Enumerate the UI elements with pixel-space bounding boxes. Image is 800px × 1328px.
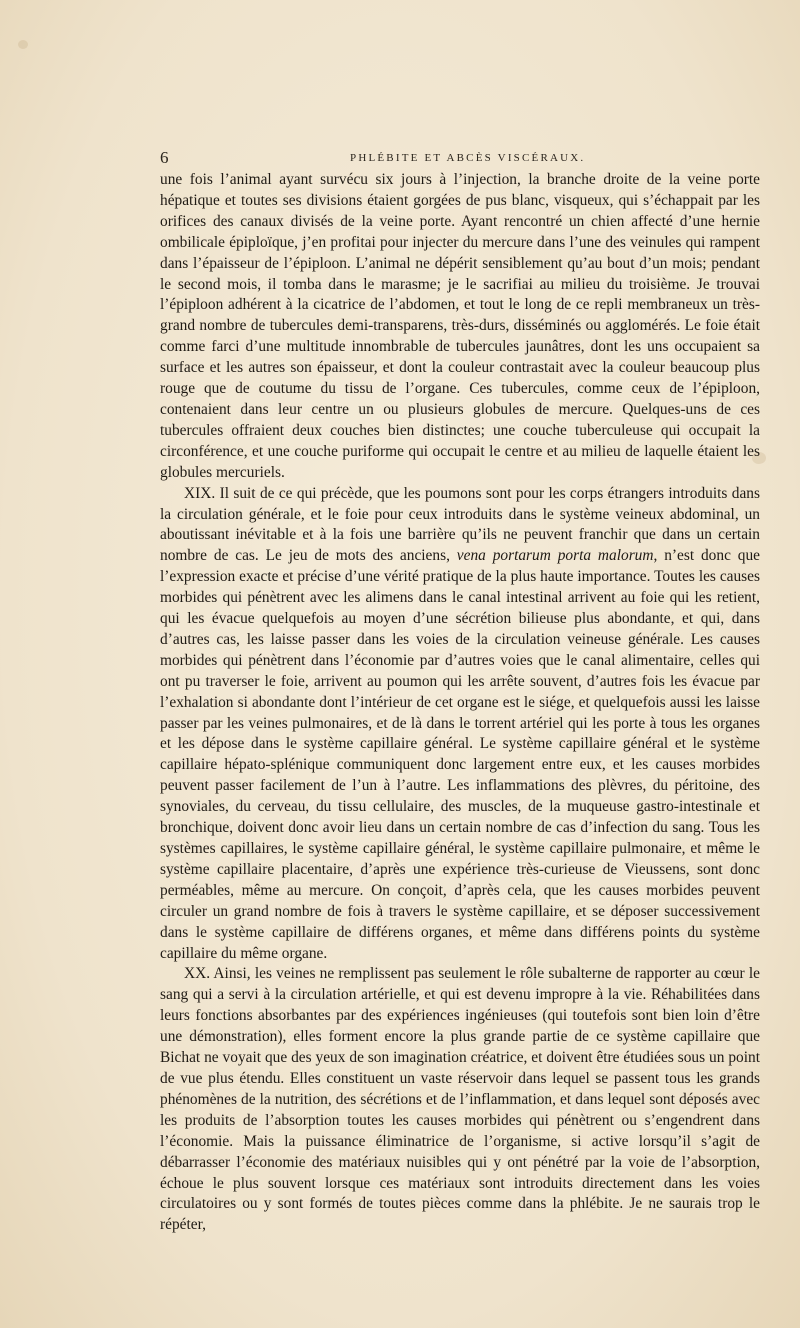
paragraph-text: , n’est donc que l’expression exacte et précise d’une vérité pratique de la plus haute importance. Toutes les causes morbides qui pénètrent avec les alimens dans le canal intestinal arrivent au foie qui les retient, qui les évacue quelquefois au moyen d’une sécrétion bilieuse plus abondante, et qui, dans d’autres cas, les laisse passer dans les voies de la circulation veineuse générale. Les causes morbides qui pénètrent dans l’économie par d’autres voies que le canal alimentaire, celles qui ont pu traverser le foie, arrivent au poumon qui les arrête souvent, d’autres fois les évacue par l’exhalation si abondante dont l’intérieur de cet organe est le siége, et quelquefois aussi les laisse passer par les veines pulmonaires, et de là dans le torrent artériel qui les porte à tous les organes et les dépose dans le système capillaire général. Le système capillaire général et le système capillaire hépato-splénique communiquent donc largement entre eux, et les causes morbides peuvent passer facilement de l’un à l’autre. Les inflammations des plèvres, du péritoine, des synoviales, du cerveau, du tissu cellulaire, des muscles, de la muqueuse gastro-intestinale et bronchique, doivent donc avoir lieu dans un certain nombre de cas d’infection du sang. Tous les systèmes capillaires, le système capillaire général, le système capillaire pulmonaire, et même le système capillaire placentaire, d’après une expérience très-curieuse de Vieussens, sont donc perméables, même au mercure. On conçoit, d’après cela, que les causes morbides peuvent circuler un grand nombre de fois à travers le système capillaire, et se déposer successivement dans le système capillaire de différens organes, et même dans différens points du système capillaire du même organe. — [160, 547, 760, 962]
paragraph-continued: une fois l’animal ayant survécu six jours à l’injection, la branche droite de la veine porte hépatique et toutes ses divisions étaient gorgées de pus blanc, visqueux, qui s’échappait par les orifices des canaux divisés de la veine porte. Ayant rencontré un chien affecté d’une hernie ombilicale épiploïque, j’en profitai pour injecter du mercure dans l’une des veinules qui rampent dans l’épaisseur de l’épiploon. L’animal ne dépérit sensiblement qu’au bout d’un mois; pendant le second mois, il tomba dans le marasme; je le sacrifiai au milieu du troisième. Je trouvai l’épiploon adhérent à la cicatrice de l’abdomen, et tout le long de ce repli membraneux un très-grand nombre de tubercules demi-transparens, très-durs, disséminés ou agglomérés. Le foie était comme farci d’une multitude innombrable de tubercules jaunâtres, dont les uns occupaient sa surface et les autres son épaisseur, et dont la couleur contrastait avec la couleur beaucoup plus rouge que de coutume du tissu de l’organe. Ces tubercules, comme ceux de l’épiploon, contenaient dans leur centre un ou plusieurs globules de mercure. Quelques-uns de ces tubercules offraient deux couches bien distinctes; une couche tuberculeuse qui occupait la circonférence, et une couche puriforme qui occupait le centre et au milieu de laquelle étaient les globules mercuriels. — [160, 171, 760, 481]
paragraph-xix — [160, 484, 760, 965]
page-number: 6 — [160, 148, 169, 167]
page-header — [160, 148, 760, 168]
paragraph-xx: XX. Ainsi, les veines ne remplissent pas seulement le rôle subalterne de rapporter au cœur le sang qui a servi à la circulation artérielle, et qui est devenu impropre à la vie. Réhabilitées dans leurs fonctions absorbantes par des expériences ingénieuses (qui toutefois sont bien loin d’être une démonstration), elles forment encore la plus grande partie de ce système capillaire que Bichat ne voyait que des yeux de son imagination créatrice, et doivent être étudiées sous un point de vue plus étendu. Elles constituent un vaste réservoir dans lequel se passent tous les grands phénomènes de la nutrition, des sécrétions et de l’inflammation, et dans lequel sont déposés avec les produits de l’absorption toutes les causes morbides qui pénètrent ou s’engendrent dans l’économie. Mais la puissance éliminatrice de l’organisme, si active lorsqu’il s’agit de débarrasser l’économie des matériaux nuisibles qui y ont pénétré par la voie de l’absorption, échoue le plus souvent lorsque ces matériaux sont introduits directement dans les voies circulatoires ou y sont formés de toutes pièces comme dans la phlébite. Je ne saurais trop le répéter, — [160, 965, 760, 1234]
body-text — [160, 170, 760, 1236]
paragraph-text: XIX. Il suit de ce qui précède, que les poumons sont pour les corps étrangers introduits dans la circulation générale, et le foie pour ceux introduits dans le système veineux abdominal, un aboutissant inévitable et à la fois une barrière qu’ils ne peuvent franchir que dans un certain nombre de cas. Le jeu de mots des anciens, — [160, 484, 760, 565]
latin-quote: vena portarum porta malorum — [456, 547, 654, 565]
paper-stain — [18, 40, 28, 49]
running-title: PHLÉBITE ET ABCÈS VISCÉRAUX. — [350, 152, 586, 164]
